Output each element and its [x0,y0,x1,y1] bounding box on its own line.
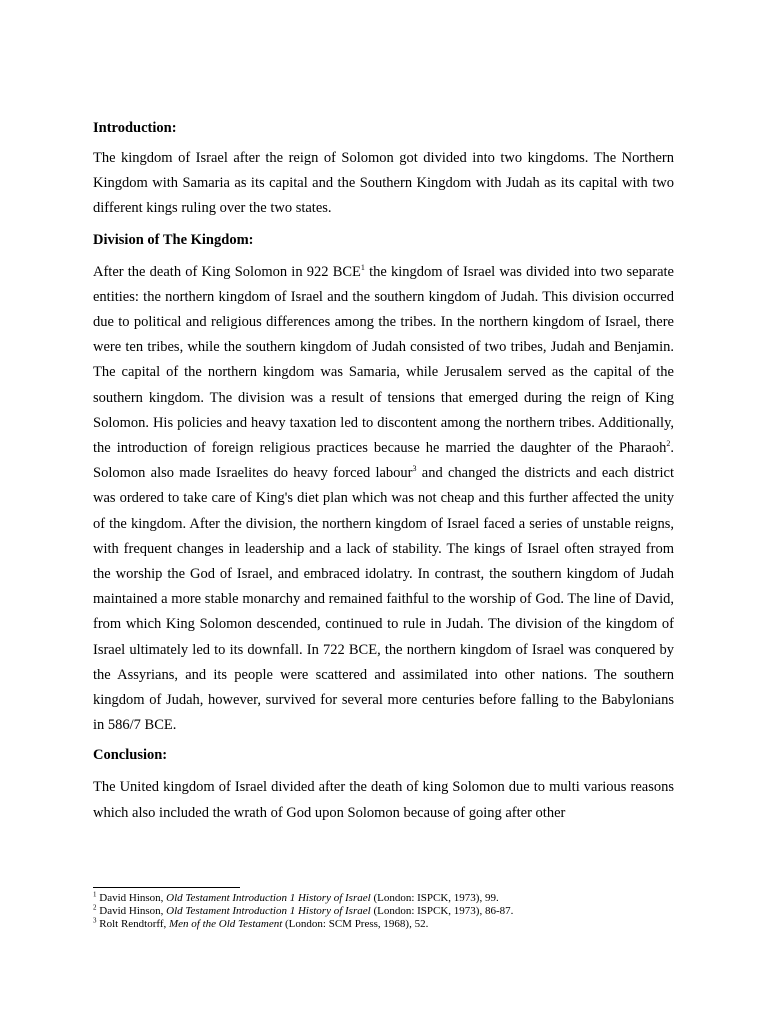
division-paragraph [93,260,674,739]
division-text-part-2: the kingdom of Israel was divided into two separate entities: the northern kingdom of Israel and the southern kingdom of Judah. This division occurred due to political and religious differences among the tribes. In the northern kingdom of Israel, there were ten tribes, while the southern kingdom of Judah consisted of two tribes, Judah and Benjamin. The capital of the northern kingdom was Samaria, while Jerusalem served as the capital of the southern kingdom. The division was a result of tensions that emerged during the reign of King Solomon. His policies and heavy taxation led to discontent among the northern tribes. Additionally, the introduction of foreign religious practices because he married the daughter of the Pharaoh [93,263,674,457]
footnotes-section [93,887,674,931]
footnote-separator [93,887,240,888]
footnote-author: David Hinson, [99,892,167,904]
footnote-ref-3[interactable]: 3 [412,464,417,474]
footnote-details: (London: ISPCK, 1973), 86-87. [370,905,514,917]
footnote-number: 1 [93,890,97,899]
footnote-author: Rolt Rendtorff, [99,918,170,930]
footnote-ref-1[interactable]: 1 [360,262,365,272]
footnote-title: Old Testament Introduction 1 History of Israel [166,892,371,904]
footnote-1 [93,892,674,905]
footnote-title: Men of the Old Testament [169,918,283,930]
footnote-2 [93,905,674,918]
footnote-3 [93,918,674,931]
footnote-author: David Hinson, [99,905,167,917]
footnote-title: Old Testament Introduction 1 History of Israel [166,905,371,917]
division-text-part-4: and changed the districts and each district was ordered to take care of King's diet plan which was not cheap and this further affected the unity of the kingdom. After the division, the northern kingdom of Israel faced a series of unstable reigns, with frequent changes in leadership and a lack of stability. The kings of Israel often strayed from the worship the God of Israel, and embraced idolatry. In contrast, the southern kingdom of Judah maintained a more stable monarchy and remained faithful to the worship of God. The line of David, from which King Solomon descended, continued to rule in Judah. The division of the kingdom of Israel ultimately led to its downfall. In 722 BCE, the northern kingdom of Israel was conquered by the Assyrians, and its people were scattered and assimilated into other nations. The southern kingdom of Judah, however, survived for several more centuries before falling to the Babylonians in 586/7 BCE. [93,465,674,734]
footnote-details: (London: SCM Press, 1968), 52. [282,918,429,930]
introduction-heading: Introduction: [93,120,177,136]
introduction-paragraph: The kingdom of Israel after the reign of Solomon got divided into two kingdoms. The Northern Kingdom with Samaria as its capital and the Southern Kingdom with Judah as its capital with two different kings ruling over the two states. [93,150,674,217]
division-text-part-3: . Solomon also made Israelites do heavy forced labour [93,440,674,482]
division-heading: Division of The Kingdom: [93,231,254,248]
division-text-part-1: After the death of King Solomon in 922 BCE [93,263,361,280]
footnote-ref-2[interactable]: 2 [666,439,671,449]
conclusion-paragraph: The United kingdom of Israel divided after the death of king Solomon due to multi various reasons which also included the wrath of God upon Solomon because of going after other [93,779,674,821]
footnote-details: (London: ISPCK, 1973), 99. [370,892,499,904]
conclusion-heading: Conclusion: [93,747,168,764]
footnote-number: 3 [93,916,97,925]
footnote-number: 2 [93,903,97,912]
document-body [93,116,674,826]
